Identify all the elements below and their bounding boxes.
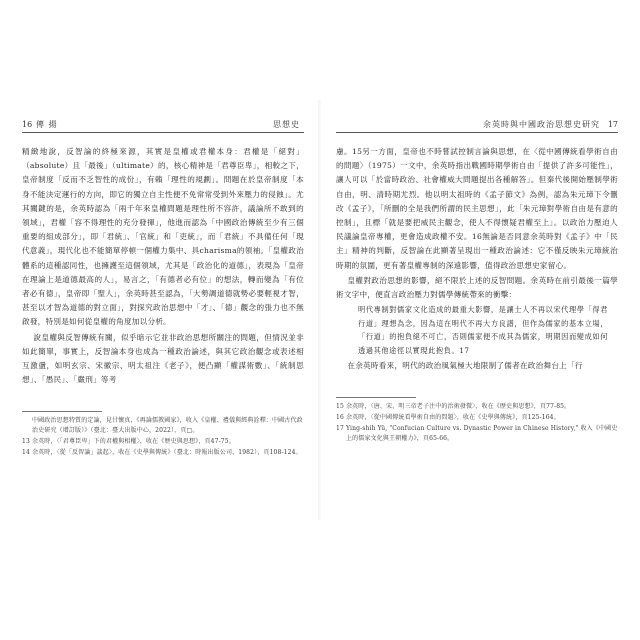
left-footnote-rule <box>22 411 102 412</box>
footnote-number: 13 <box>22 438 30 446</box>
right-footnote-15 <box>336 402 618 412</box>
right-paragraph-1: 慮。15另一方面，皇帝也不時嘗試控制言論與思想，在〈從中國傳統看學術自由的問題〉（1975）一文中，余英時指出戰國時期學術自由「提供了許多可能性」，讓人可以「於當時政治、社會權威大問題提出各種解答」。但秦代後開始壓制學術自由，明、清時期尤烈。他以明太祖時的《孟子節文》為例，認為朱元璋下令刪改《孟子》，「所刪的全是我們所謂的民主思想」，此「朱元璋對學術自由是有意的控制」，且標「就是要把威民主觀念，使人不得懷疑君權至上」。以政治力壓迫人民議論皇帝專權，更會造成政權不安。16無論是否同意余英時對《孟子》中「民主」精神的判斷，反智論在此顯著呈現出一種政治論述：它不僅反映朱元璋統治時期的氛圍，更有著皇權專制的深遠影響，值得政治思想史家留心。 <box>336 147 618 270</box>
left-paragraph-2: 說皇權與反智傳統有關，似乎暗示它並非政治思想所關注的問題，但情況並非如此簡單，事實上，反智論本身也成為一種政治論述，與其它政治觀念或表述相互激盪，如明玄宗、宋徽宗、明太祖注《老子》，便凸顯「權謀術數」、「統制思想」、「愚民」、「嚴刑」等考 <box>22 332 304 385</box>
left-footnote-continued <box>22 416 304 436</box>
left-body-text <box>22 145 304 387</box>
footnote-text: 中國政治思想特質的定論，見甘懷真，《再論儒教國家》，收入《皇權、禮儀與經典詮釋：中國古代政治史研究（增訂版）》（臺北：臺大出版中心，2022），頁□。 <box>32 417 303 435</box>
left-book-title: 傳 揚 <box>36 120 58 129</box>
right-paragraph-3: 在余英時看來，明代的政治風氣極大地限制了儒者在政治舞台上「行 <box>347 360 583 370</box>
block-quote: 明代專制對儒家文化造成的最重大影響，是讓士人不再以宋代理學「得君行道」理想為念，因為這在明代不再大方良譜，但作為儒家的基本立場，「行道」的抱負絕不可亡，否則儒家便不成其為儒家，明期因而變成如何透過其他途徑以實現此抱負。17 <box>358 305 608 356</box>
footnote-text: 余英時，〈唐、宋、明三帝老子注中的治術發微〉，收在《歷史與思想》，頁77-85。 <box>346 402 571 410</box>
right-footnote-16 <box>336 413 618 423</box>
footnote-number: 14 <box>22 449 30 457</box>
left-paragraph-1: 精緻地說，反智論的終極來源，其實是皇權或君權本身：君權是「絕對」（absolute）且「最後」（ultimate）的，核心精神是「君尊臣卑」，相較之下，皇帝制度「反而不乏智性的成份」，有賴「理性的規劃」。問題在於皇帝制度「本身不能決定運行的方向，即它的獨立自主性便不免常常受到外來壓力的侵蝕」。尤其關鍵的是，余英時認為「兩千年來皇權問題是理性所不容許，議論所不敢到的領域」，君權「容不得理性的充分發揮」，他進而認為「中國政治傳統至少有三個重要的組成部分」，即「君統」、「官統」和「吏統」，而「君統」不具備任何「現代意義」，現代化也不能簡單停頓一個權力集中、具charisma的領袖。「皇權政治體系的這種認同性，也擁護至這個領域，尤其是「政治化的道德」，表現為「皇帝在理論上是道德最高的人」，易言之，「有德者必有位」的想法，轉而變為「有位者必有德」，皇帝即「聖人」，余英時甚至認為，「大勢調道德就勢必要輕視才智，甚至以才智為道德的對立面」，對探究政治思想中「才」、「德」觀念的張力也不無啟發，特別是如何從皇權的角度加以分析。 <box>22 147 304 327</box>
right-page-header <box>336 118 618 133</box>
right-footnote-17 <box>336 424 618 444</box>
book-gutter <box>318 100 322 520</box>
right-page-number: 17 <box>607 120 618 129</box>
right-footnotes <box>336 402 618 444</box>
right-paragraph-2: 皇權對政治思想的影響，絕不限於上述的反智問題。余英時在前引最後一篇學術文字中，便直言政治壓力對儒學傳統帶來的衝擊： <box>336 275 618 300</box>
footnote-number: 16 <box>336 413 344 421</box>
right-page <box>336 118 618 488</box>
footnote-number: 17 <box>336 424 344 432</box>
footnote-text: 余英時，〈從「反智論」談起〉，收在《史學與傳統》（臺北：時報出版公司，1982），頁108-124。 <box>32 449 302 457</box>
left-page <box>22 118 304 488</box>
right-body-text <box>336 145 618 373</box>
footnote-text: Ying-shih Yü, "Confucian Culture vs. Dynastic Power in Chinese History," 收入《中國史上的儒家文化與王朝權力》，頁65-66。 <box>346 424 618 442</box>
left-running-head: 思想史 <box>273 120 300 129</box>
footnote-text: 余英時，〈「君尊臣卑」下的君權與相權〉，收在《歷史與思想》，頁47-75。 <box>32 438 235 446</box>
left-page-header <box>22 118 304 133</box>
left-page-number: 16 <box>22 120 33 129</box>
footnote-number: 15 <box>336 402 344 410</box>
footnote-text: 余英時，〈從中國傳統看學術自由的問題〉，收在《史學與傳統》，頁125-164。 <box>346 413 560 421</box>
right-footnote-rule <box>336 397 416 398</box>
left-footnotes <box>22 416 304 458</box>
right-running-head: 余英時與中國政治思想史研究 <box>483 120 600 129</box>
left-footnote-14 <box>22 448 304 458</box>
left-footnote-13 <box>22 437 304 447</box>
